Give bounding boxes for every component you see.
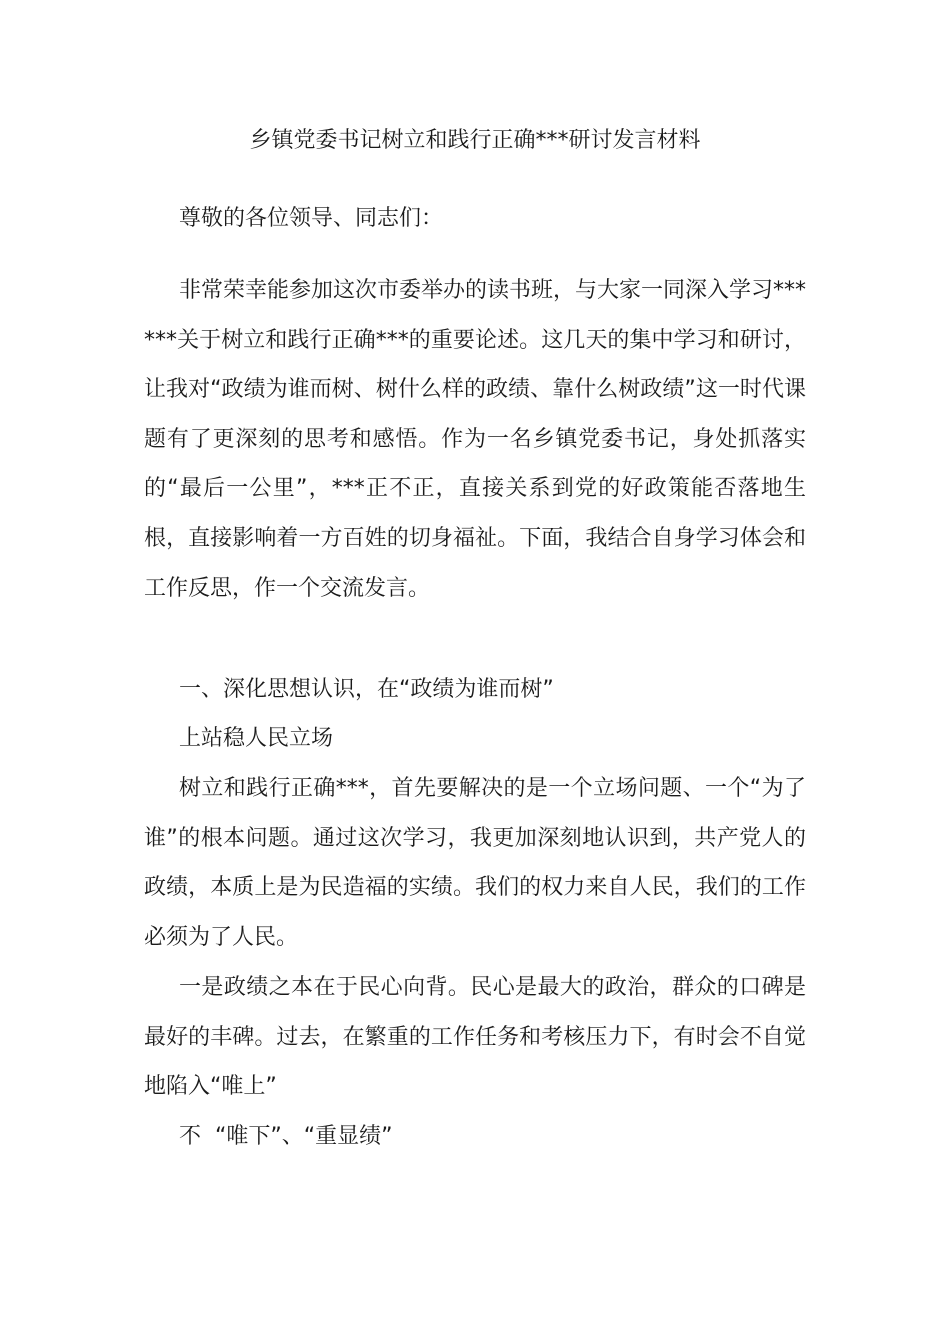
intro-paragraph: 非常荣幸能参加这次市委举办的读书班，与大家一同深入学习******关于树立和践行正确***的重要论述。这几天的集中学习和研讨，让我对“政绩为谁而树、树什么样的政绩、靠什么树政绩”这一时代课题有了更深刻的思考和感悟。作为一名乡镇党委书记，身处抓落实的“最后一公里”，***正不正，直接关系到党的好政策能否落地生根，直接影响着一方百姓的切身福祉。下面，我结合自身学习体会和工作反思，作一个交流发言。 — [144, 278, 807, 601]
point1-continuation: 不 “唯下”、“重显绩” — [179, 1124, 393, 1149]
point1-paragraph: 一是政绩之本在于民心向背。民心是最大的政治，群众的口碑是最好的丰碑。过去，在繁重的工作任务和考核压力下，有时会不自觉地陷入“唯上” — [144, 975, 806, 1100]
section-heading-line1: 一、深化思想认识，在“政绩为谁而树” — [179, 677, 554, 702]
document-title: 乡镇党委书记树立和践行正确***研讨发言材料 — [249, 128, 701, 153]
section1-paragraph: 树立和践行正确***，首先要解决的是一个立场问题、一个“为了谁”的根本问题。通过这次学习，我更加深刻地认识到，共产党人的政绩，本质上是为民造福的实绩。我们的权力来自人民，我们的工作必须为了人民。 — [144, 776, 806, 950]
salutation: 尊敬的各位领导、同志们： — [179, 206, 444, 231]
section-heading-line2: 上站稳人民立场 — [179, 726, 334, 751]
